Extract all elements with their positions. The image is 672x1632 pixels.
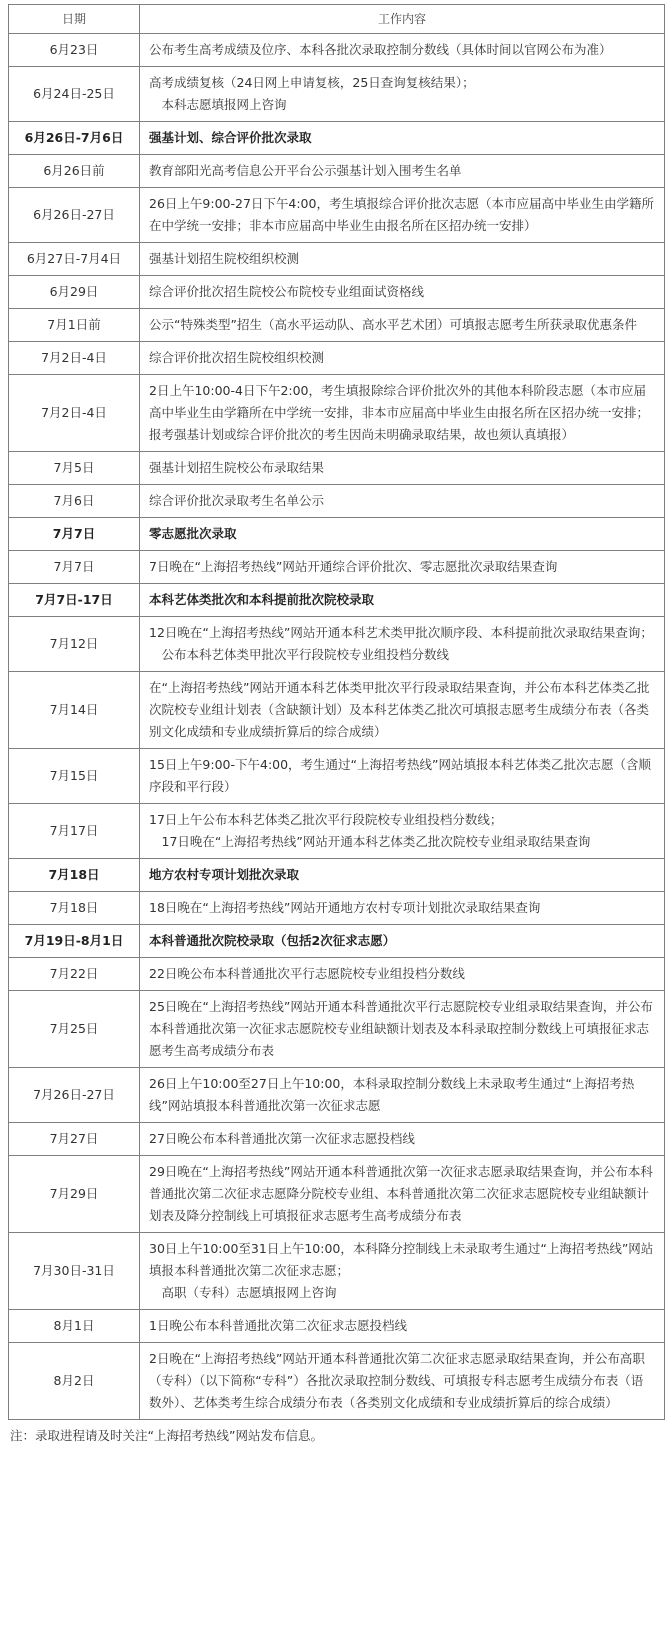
work-line: 地方农村专项计划批次录取 [149,867,300,882]
section-row [9,925,665,958]
work-line: 17日上午公布本科艺体类乙批次平行段院校专业组投档分数线； [149,812,503,827]
work-line: 2日上午10:00-4日下午2:00，考生填报除综合评价批次外的其他本科阶段志愿（本市应届高中毕业生由学籍所在中学统一安排，非本市应届高中毕业生由报名所在区招办统一安排；报考强基计划或综合评价批次的考生因尚未明确录取结果，故也须认真填报） [149,383,650,442]
work-cell [140,1310,665,1343]
admission-schedule-document [8,4,664,1446]
table-row [9,1343,665,1420]
work-line: 22日晚公布本科普通批次平行志愿院校专业组投档分数线 [149,966,465,981]
work-line: 26日上午10:00至27日上午10:00，本科录取控制分数线上未录取考生通过“上海招考热线”网站填报本科普通批次第一次征求志愿 [149,1076,635,1113]
work-cell [140,1233,665,1310]
date-cell: 7月7日 [9,518,140,551]
table-row [9,551,665,584]
work-line: 强基计划、综合评价批次录取 [149,130,312,145]
date-cell: 7月5日 [9,452,140,485]
date-cell: 6月23日 [9,34,140,67]
work-line: 综合评价批次招生院校公布院校专业组面试资格线 [149,284,425,299]
date-cell: 7月18日 [9,892,140,925]
date-cell: 7月18日 [9,859,140,892]
work-cell [140,34,665,67]
date-cell: 7月29日 [9,1156,140,1233]
date-cell: 7月26日-27日 [9,1068,140,1123]
work-cell [140,342,665,375]
work-cell [140,551,665,584]
table-row [9,188,665,243]
section-row [9,518,665,551]
table-row [9,1068,665,1123]
work-line: 公示“特殊类型”招生（高水平运动队、高水平艺术团）可填报志愿考生所获录取优惠条件 [149,317,637,332]
date-cell: 6月24日-25日 [9,67,140,122]
work-line: 综合评价批次招生院校组织校测 [149,350,325,365]
date-cell: 7月2日-4日 [9,342,140,375]
date-cell: 7月6日 [9,485,140,518]
date-cell: 8月1日 [9,1310,140,1343]
date-cell: 7月1日前 [9,309,140,342]
table-row [9,1233,665,1310]
table-row [9,672,665,749]
date-cell: 6月26日-27日 [9,188,140,243]
work-cell [140,925,665,958]
work-cell [140,122,665,155]
date-cell: 6月27日-7月4日 [9,243,140,276]
date-cell: 7月14日 [9,672,140,749]
work-cell [140,672,665,749]
work-cell [140,749,665,804]
date-cell: 7月2日-4日 [9,375,140,452]
work-cell [140,375,665,452]
work-line: 强基计划招生院校组织校测 [149,251,300,266]
work-cell [140,991,665,1068]
work-line: 18日晚在“上海招考热线”网站开通地方农村专项计划批次录取结果查询 [149,900,541,915]
work-cell [140,617,665,672]
date-cell: 7月12日 [9,617,140,672]
table-row [9,34,665,67]
work-cell [140,859,665,892]
work-line: 30日上午10:00至31日上午10:00，本科降分控制线上未录取考生通过“上海招考热线”网站填报本科普通批次第二次征求志愿； [149,1241,654,1278]
work-line: 高职（专科）志愿填报网上咨询 [149,1285,337,1300]
table-row [9,276,665,309]
work-line: 本科志愿填报网上咨询 [149,97,287,112]
date-cell: 6月26日前 [9,155,140,188]
date-cell: 7月25日 [9,991,140,1068]
work-line: 17日晚在“上海招考热线”网站开通本科艺体类乙批次院校专业组录取结果查询 [149,834,591,849]
table-row [9,617,665,672]
table-row [9,892,665,925]
work-line: 强基计划招生院校公布录取结果 [149,460,325,475]
work-line: 1日晚公布本科普通批次第二次征求志愿投档线 [149,1318,407,1333]
table-row [9,67,665,122]
header-row [9,5,665,34]
work-cell [140,276,665,309]
table-row [9,243,665,276]
section-row [9,584,665,617]
work-line: 综合评价批次录取考生名单公示 [149,493,325,508]
table-row [9,155,665,188]
work-cell [140,1343,665,1420]
date-cell: 7月22日 [9,958,140,991]
date-cell: 8月2日 [9,1343,140,1420]
work-cell [140,155,665,188]
table-row [9,342,665,375]
table-row [9,309,665,342]
date-cell: 7月17日 [9,804,140,859]
work-line: 本科普通批次院校录取（包括2次征求志愿） [149,933,396,948]
work-line: 2日晚在“上海招考热线”网站开通本科普通批次第二次征求志愿录取结果查询，并公布高职（专科）（以下简称“专科”）各批次录取控制分数线、可填报专科志愿考生成绩分布表（语数外）、艺体类考生综合成绩分布表（各类别文化成绩和专业成绩折算后的综合成绩） [149,1351,645,1410]
work-cell [140,1068,665,1123]
work-line: 本科艺体类批次和本科提前批次院校录取 [149,592,375,607]
work-line: 公布本科艺体类甲批次平行段院校专业组投档分数线 [149,647,450,662]
table-row [9,1123,665,1156]
date-cell: 7月19日-8月1日 [9,925,140,958]
date-cell: 7月15日 [9,749,140,804]
date-column-header: 日期 [9,5,140,34]
work-cell [140,485,665,518]
date-cell: 6月26日-7月6日 [9,122,140,155]
work-cell [140,67,665,122]
work-line: 29日晚在“上海招考热线”网站开通本科普通批次第一次征求志愿录取结果查询，并公布本科普通批次第二次征求志愿降分院校专业组、本科普通批次第二次征求志愿院校专业组缺额计划表及降分控制线上可填报征求志愿考生高考成绩分布表 [149,1164,653,1223]
date-cell: 7月27日 [9,1123,140,1156]
table-row [9,452,665,485]
date-cell: 7月30日-31日 [9,1233,140,1310]
work-line: 教育部阳光高考信息公开平台公示强基计划入围考生名单 [149,163,462,178]
section-row [9,859,665,892]
work-cell [140,518,665,551]
work-cell [140,452,665,485]
table-row [9,991,665,1068]
table-row [9,749,665,804]
work-line: 公布考生高考成绩及位序、本科各批次录取控制分数线（具体时间以官网公布为准） [149,42,612,57]
date-cell: 7月7日-17日 [9,584,140,617]
schedule-table [8,4,665,1420]
work-line: 零志愿批次录取 [149,526,237,541]
work-line: 12日晚在“上海招考热线”网站开通本科艺术类甲批次顺序段、本科提前批次录取结果查询； [149,625,653,640]
work-cell [140,958,665,991]
table-header [9,5,665,34]
table-row [9,804,665,859]
work-cell [140,309,665,342]
table-row [9,375,665,452]
work-cell [140,584,665,617]
section-row [9,122,665,155]
work-line: 27日晚公布本科普通批次第一次征求志愿投档线 [149,1131,415,1146]
table-row [9,1156,665,1233]
work-cell [140,1123,665,1156]
footnote: 注：录取进程请及时关注“上海招考热线”网站发布信息。 [10,1428,323,1443]
work-line: 15日上午9:00-下午4:00，考生通过“上海招考热线”网站填报本科艺体类乙批次志愿（含顺序段和平行段） [149,757,652,794]
work-line: 25日晚在“上海招考热线”网站开通本科普通批次平行志愿院校专业组录取结果查询，并公布本科普通批次第一次征求志愿院校专业组缺额计划表及本科录取控制分数线上可填报征求志愿考生高考成绩分布表 [149,999,653,1058]
date-cell: 7月7日 [9,551,140,584]
work-line: 在“上海招考热线”网站开通本科艺体类甲批次平行段录取结果查询，并公布本科艺体类乙批次院校专业组计划表（含缺额计划）及本科艺体类乙批次可填报志愿考生成绩分布表（各类别文化成绩和专业成绩折算后的综合成绩） [149,680,650,739]
work-cell [140,1156,665,1233]
date-cell: 6月29日 [9,276,140,309]
work-line: 高考成绩复核（24日网上申请复核，25日查询复核结果）； [149,75,475,90]
work-cell [140,188,665,243]
table-row [9,485,665,518]
work-cell [140,243,665,276]
table-body [9,34,665,1420]
work-line: 7日晚在“上海招考热线”网站开通综合评价批次、零志愿批次录取结果查询 [149,559,558,574]
table-row [9,1310,665,1343]
work-column-header: 工作内容 [140,5,665,34]
work-cell [140,804,665,859]
table-row [9,958,665,991]
work-line: 26日上午9:00-27日下午4:00，考生填报综合评价批次志愿（本市应届高中毕业生由学籍所在中学统一安排；非本市应届高中毕业生由报名所在区招办统一安排） [149,196,654,233]
work-cell [140,892,665,925]
